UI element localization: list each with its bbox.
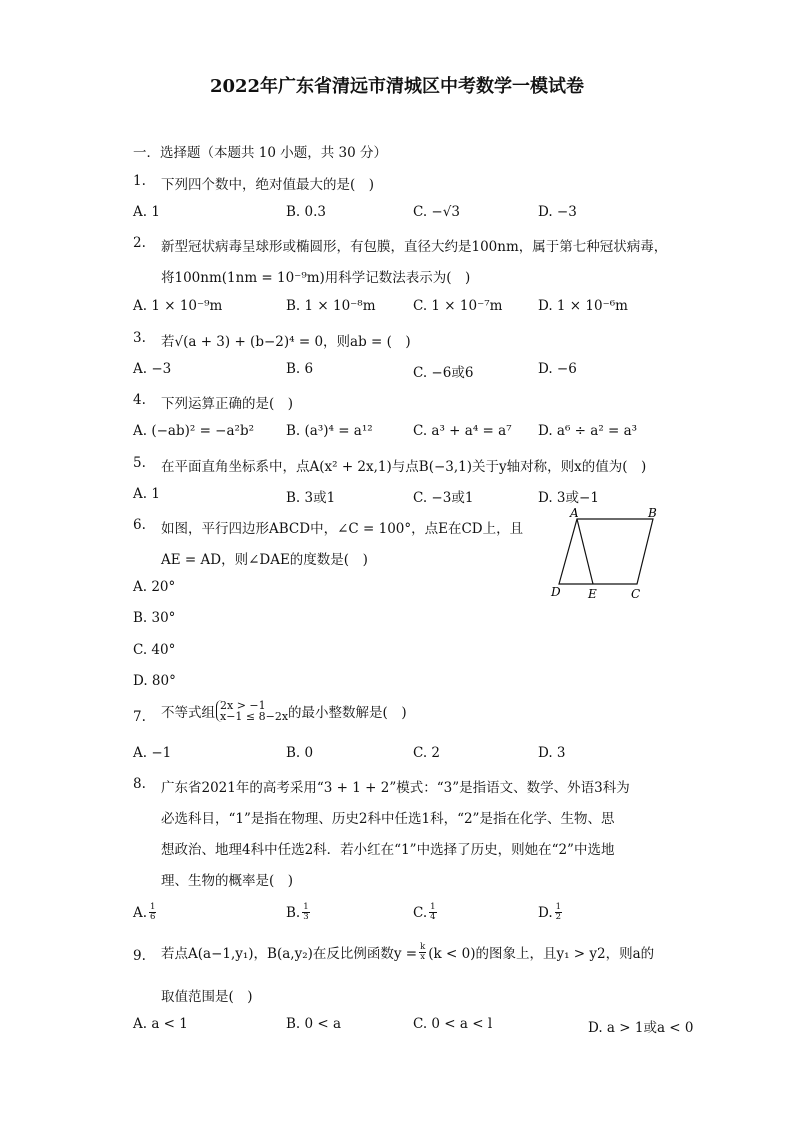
option-c: C. −6或6 [413,365,474,381]
parallelogram-abcd [559,519,653,584]
option-c: C. a³ + a⁴ = a⁷ [413,423,512,439]
option-a: A. 1 [133,204,160,220]
option-c: C. −3或1 [413,490,474,506]
fraction: $\frac{1}{4}$ [430,902,436,922]
option-b: B. 0 [286,745,314,761]
option-d: D. 3或−1 [538,490,599,506]
question-stem-cont: 取值范围是( ) [161,989,253,1005]
option-c: C. 2 [413,745,441,761]
label-e: E [588,587,597,601]
option-b: B. $\frac{1}{3}$ [286,902,309,922]
label-d: D [551,585,561,599]
option-d: D. 3 [538,745,566,761]
fraction: $\frac{1}{3}$ [303,902,309,922]
question-number: 9. [133,948,146,964]
label-c: C [631,587,641,601]
option-b: B. 6 [286,361,314,377]
question-stem [161,700,407,722]
page-title: 2022年广东省清远市清城区中考数学一模试卷 [209,76,585,97]
option-c: C. −√3 [413,204,460,220]
option-b: B. 0.3 [286,204,326,220]
section-heading: 一．选择题（本题共 10 小题，共 30 分） [133,145,388,161]
segment-ae [577,519,593,584]
option-d: D. 1 × 10⁻⁶m [538,298,628,314]
option-a: A. 1 × 10⁻⁹m [133,298,223,314]
option-c: C. $\frac{1}{4}$ [413,902,436,922]
option-c: C. 40° [133,642,176,658]
question-stem: 如图，平行四边形ABCD中，∠C = 100°，点E在CD上，且 [161,521,524,537]
inequality-1: 2x > −1 [220,699,266,712]
option-d: D. a > 1或a < 0 [588,1020,694,1036]
question-number: 4. [133,392,146,408]
label-a: A [570,506,579,520]
question-stem: 下列运算正确的是( ) [161,396,294,412]
fraction: $\frac{1}{6}$ [150,902,156,922]
option-b: B. 3或1 [286,490,336,506]
question-stem: 在平面直角坐标系中，点A(x² + 2x,1)与点B(−3,1)关于y轴对称，则x的值为( ) [161,459,647,475]
parallelogram-figure [545,502,670,602]
fraction: $\frac{1}{2}$ [555,902,562,922]
inequality-2: x−1 ≤ 8−2x [220,710,289,723]
option-a: A. a < 1 [133,1016,188,1032]
inequality-system [216,700,288,722]
option-a: A. −1 [133,745,172,761]
question-number: 2. [133,235,146,251]
option-a: A. (−ab)² = −a²b² [133,423,254,439]
question-number: 8. [133,776,146,792]
question-number: 6. [133,517,146,533]
label-b: B [648,506,657,520]
option-a: A. 1 [133,486,160,502]
option-c: C. 1 × 10⁻⁷m [413,298,503,314]
option-a: A. $\frac{1}{6}$ [133,902,156,922]
question-stem-cont: 将100nm(1nm = 10⁻⁹m)用科学记数法表示为( ) [161,270,471,286]
option-b: B. 30° [133,610,176,626]
question-stem: 新型冠状病毒呈球形或椭圆形，有包膜，直径大约是100nm，属于第七种冠状病毒， [161,239,668,255]
question-number: 7. [133,709,146,725]
stem-suffix: 的最小整数解是( ) [288,705,407,721]
question-stem-cont: 必选科目，“1”是指在物理、历史2科中任选1科，“2”是指在化学、生物、思 [161,811,615,827]
question-stem: 下列四个数中，绝对值最大的是( ) [161,177,375,193]
option-b: B. 0 < a [286,1016,342,1032]
stem-prefix: 不等式组 [161,705,215,721]
question-stem: 广东省2021年的高考采用“3 + 1 + 2”模式：“3”是指语文、数学、外语3科为 [161,780,630,796]
question-stem-cont: 理、生物的概率是( ) [161,873,294,889]
option-d: D. 80° [133,673,176,689]
question-stem: 若√(a + 3) + (b−2)⁴ = 0，则ab = ( ) [161,334,411,350]
option-b: B. 1 × 10⁻⁸m [286,298,376,314]
question-stem-cont: AE = AD，则∠DAE的度数是( ) [161,552,368,568]
option-a: A. −3 [133,361,172,377]
question-number: 3. [133,330,146,346]
option-d: D. −3 [538,204,577,220]
question-number: 5. [133,455,146,471]
option-c: C. 0 < a < l [413,1016,493,1032]
question-stem: 若点A(a−1,y₁)，B(a,y₂)在反比例函数y = $\frac{k}{x}$ (k < 0)的图象上，且y₁ > y2，则a的 [161,941,655,962]
option-b: B. (a³)⁴ = a¹² [286,423,373,439]
option-d: D. −6 [538,361,577,377]
question-stem-cont: 想政治、地理4科中任选2科．若小红在“1”中选择了历史，则她在“2”中选地 [161,842,615,858]
option-d: D. a⁶ ÷ a² = a³ [538,423,638,439]
option-a: A. 20° [133,579,176,595]
question-number: 1. [133,173,146,189]
option-d: D. $\frac{1}{2}$ [538,902,562,922]
fraction: $\frac{k}{x}$ [420,941,426,962]
